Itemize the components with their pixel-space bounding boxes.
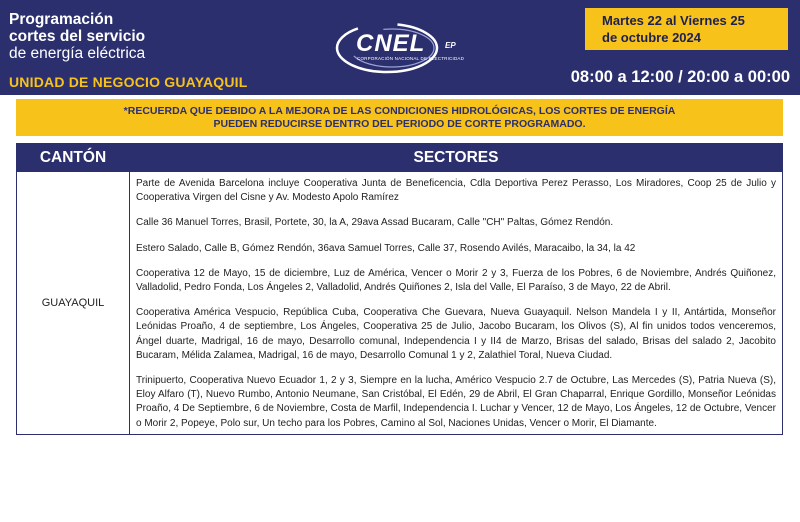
column-header-canton: CANTÓN [17, 144, 130, 172]
date-line-1: Martes 22 al Viernes 25 [602, 13, 745, 28]
title-line-1: Programación [9, 11, 114, 28]
logo-subtitle: CORPORACIÓN NACIONAL DE ELECTRICIDAD [357, 56, 465, 61]
notice-line-2: PUEDEN REDUCIRSE DENTRO DEL PERIODO DE CORTE PROGRAMADO. [213, 118, 586, 130]
table-header-row [17, 144, 783, 172]
title-line-3: de energía eléctrica [9, 45, 146, 62]
table-row [17, 172, 783, 435]
page-title [9, 11, 145, 62]
column-header-sectores: SECTORES [130, 144, 783, 172]
logo-ep: EP [445, 41, 456, 50]
sector-paragraph: Trinipuerto, Cooperativa Nuevo Ecuador 1, 2 y 3, Siempre en la lucha, Américo Vespucio 2.7 de Octubre, Las Mercedes (S), Patria Nueva (S), Eloy Alfaro (T), Nuevo Rumbo, Antonio Neumane, San Cristóbal, El Edén, 29 de Abril, El Gran Chaparral, Enrique Gordillo, Monseñor Leónidas Proaño, 4 De Septiembre, 6 de Noviembre, Costa de Marfil, Independencia I. Luchar y Vencer, 12 de Mayo, Los Ángeles, 12 de Octubre, Vencer o Morir 2, Popeye, Polo sur, Un techo para los Pobres, Camino al Sol, Naciones Unidas, Vencer o Morir, El Diamante. [136, 375, 776, 429]
hours-range: 08:00 a 12:00 / 20:00 a 00:00 [570, 68, 790, 86]
sector-paragraph: Cooperativa América Vespucio, República Cuba, Cooperativa Che Guevara, Nueva Guayaquil. Nelson Mandela I y II, Antártida, Monseñor Leónidas Proaño, 4 de septiembre, Los Ángeles, Cooperativa 25 de Julio, Jacobo Bucaram, los Olivos (S), Al fin unidos todos venceremos, Ángel duarte, Madrigal, 16 de mayo, Desarrollo comunal, Independencia I y II4 de Marzo, Brisas del salado, Brisas del salado 2, Jacobito Bucaram, Mélida Zalamea, Madrigal, 16 de mayo, Desarrollo Comunal 1 y 2, Zalathiel Toral, Nueva Ciudad. [136, 307, 776, 361]
logo-text: CNEL [356, 30, 426, 57]
business-unit-label: UNIDAD DE NEGOCIO GUAYAQUIL [9, 74, 248, 90]
date-line-2: de octubre 2024 [602, 30, 701, 45]
date-box [585, 8, 788, 50]
title-line-2: cortes del servicio [9, 28, 146, 45]
notice-line-1: *RECUERDA QUE DEBIDO A LA MEJORA DE LAS CONDICIONES HIDROLÓGICAS, LOS CORTES DE ENERGÍA [123, 105, 676, 117]
sectors-cell [130, 172, 783, 435]
sector-paragraph: Parte de Avenida Barcelona incluye Cooperativa Junta de Beneficencia, Cdla Deportiva Perez Perasso, Los Miradores, Coop 25 de Julio y Cooperativa Virgen del Cisne y Av. Modesto Apolo Ramírez [136, 178, 776, 204]
sector-paragraph: Estero Salado, Calle B, Gómez Rendón, 36ava Samuel Torres, Calle 37, Rosendo Avilés, Maracaibo, la 34, la 42 [136, 242, 636, 254]
sector-paragraph: Calle 36 Manuel Torres, Brasil, Portete, 30, la A, 29ava Assad Bucaram, Calle "CH" Paltas, Gómez Rendón. [136, 217, 614, 229]
notice-banner [16, 99, 783, 136]
outage-table [16, 143, 783, 435]
canton-cell: GUAYAQUIL [17, 172, 130, 435]
sector-paragraph: Cooperativa 12 de Mayo, 15 de diciembre, Luz de América, Vencer o Morir 2 y 3, Fuerza de los Pobres, 6 de Noviembre, Andrés Quiñonez, Valladolid, Pedro Fonda, Los Ángeles 2, Valladolid, Andrés Quiñones 2, Isla del Valle, El Paraíso, 3 de Mayo, 22 de Abril. [136, 267, 776, 294]
header-banner [0, 0, 800, 95]
